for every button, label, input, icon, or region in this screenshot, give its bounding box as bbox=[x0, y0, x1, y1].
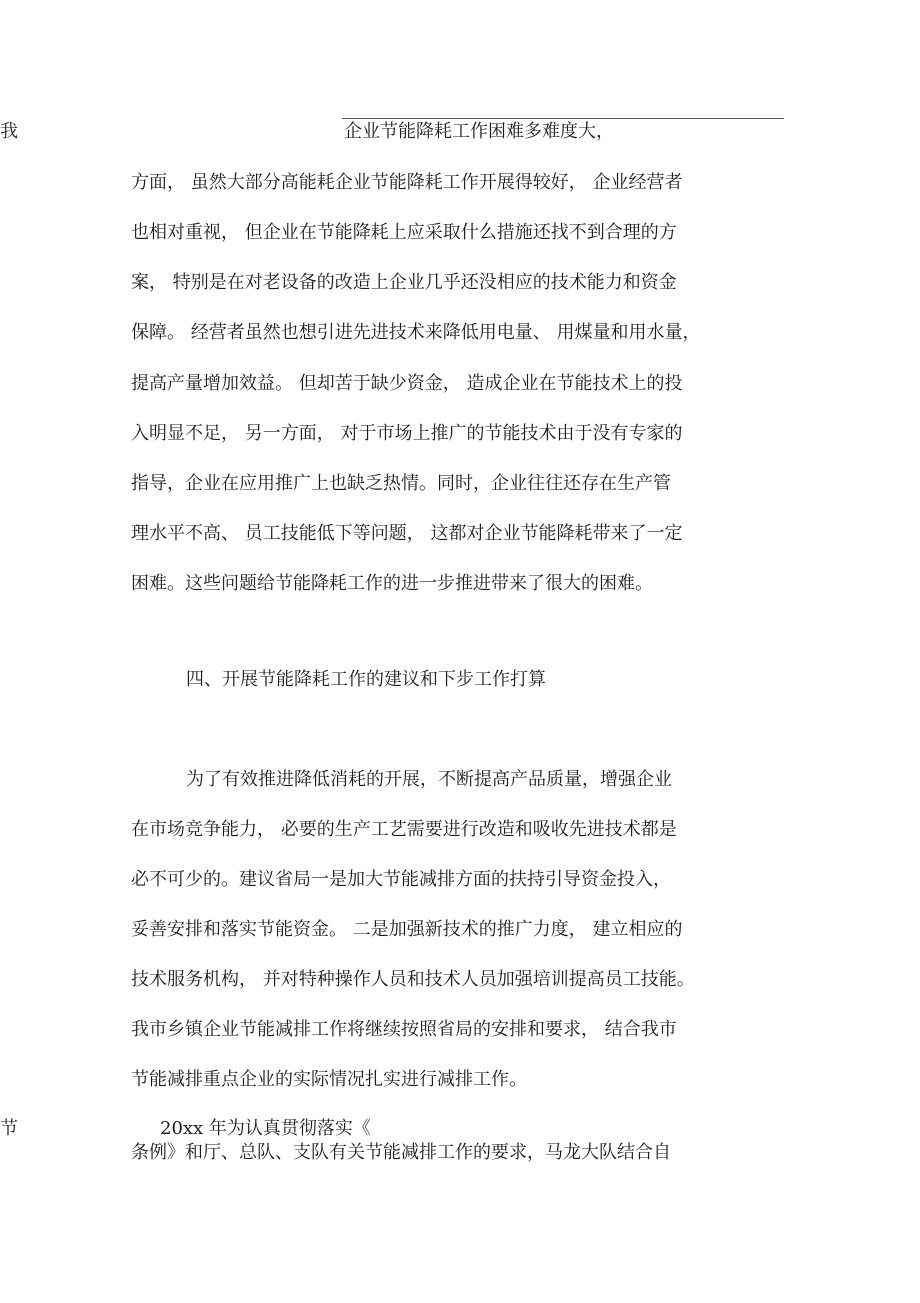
paragraph-line: 理水平不高、 员工技能低下等问题， 这都对企业节能降耗带来了一定 bbox=[131, 523, 683, 544]
paragraph-line: 20xx 年为认真贯彻落实《 bbox=[160, 1118, 371, 1139]
section-heading: 四、开展节能降耗工作的建议和下步工作打算 bbox=[186, 669, 546, 690]
paragraph-line: 困难。这些问题给节能降耗工作的进一步推进带来了很大的困难。 bbox=[131, 573, 653, 594]
paragraph-line: 保障。 经营者虽然也想引进先进技术来降低用电量、 用煤量和用水量， bbox=[131, 322, 701, 343]
paragraph-line: 条例》和厅、总队、支队有关节能减排工作的要求，马龙大队结合自 bbox=[131, 1142, 671, 1163]
header-underline bbox=[342, 118, 784, 119]
paragraph-line: 方面， 虽然大部分高能耗企业节能降耗工作开展得较好， 企业经营者 bbox=[131, 172, 683, 193]
paragraph-line: 为了有效推进降低消耗的开展，不断提高产品质量，增强企业 bbox=[186, 769, 672, 790]
paragraph-line: 在市场竞争能力， 必要的生产工艺需要进行改造和吸收先进技术都是 bbox=[131, 819, 677, 840]
paragraph-line: 案， 特别是在对老设备的改造上企业几乎还没相应的技术能力和资金 bbox=[131, 272, 677, 293]
margin-char-bottom: 节 bbox=[0, 1118, 18, 1139]
paragraph-line: 提高产量增加效益。 但却苦于缺少资金， 造成企业在节能技术上的投 bbox=[131, 373, 683, 394]
paragraph-line: 我市乡镇企业节能减排工作将继续按照省局的安排和要求， 结合我市 bbox=[131, 1019, 677, 1040]
paragraph-line: 也相对重视， 但企业在节能降耗上应采取什么措施还找不到合理的方 bbox=[131, 222, 677, 243]
paragraph-line: 指导，企业在应用推广上也缺乏热情。同时，企业往往还存在生产管 bbox=[131, 473, 671, 494]
header-line: 企业节能降耗工作困难多难度大， bbox=[344, 121, 614, 142]
paragraph-line: 必不可少的。建议省局一是加大节能减排方面的扶持引导资金投入， bbox=[131, 869, 671, 890]
paragraph-line: 节能减排重点企业的实际情况扎实进行减排工作。 bbox=[131, 1069, 527, 1090]
paragraph-line: 技术服务机构， 并对特种操作人员和技术人员加强培训提高员工技能。 bbox=[131, 969, 695, 990]
paragraph-line: 妥善安排和落实节能资金。 二是加强新技术的推广力度， 建立相应的 bbox=[131, 919, 683, 940]
paragraph-line: 入明显不足， 另一方面， 对于市场上推广的节能技术由于没有专家的 bbox=[131, 423, 683, 444]
margin-char-top: 我 bbox=[0, 121, 18, 142]
